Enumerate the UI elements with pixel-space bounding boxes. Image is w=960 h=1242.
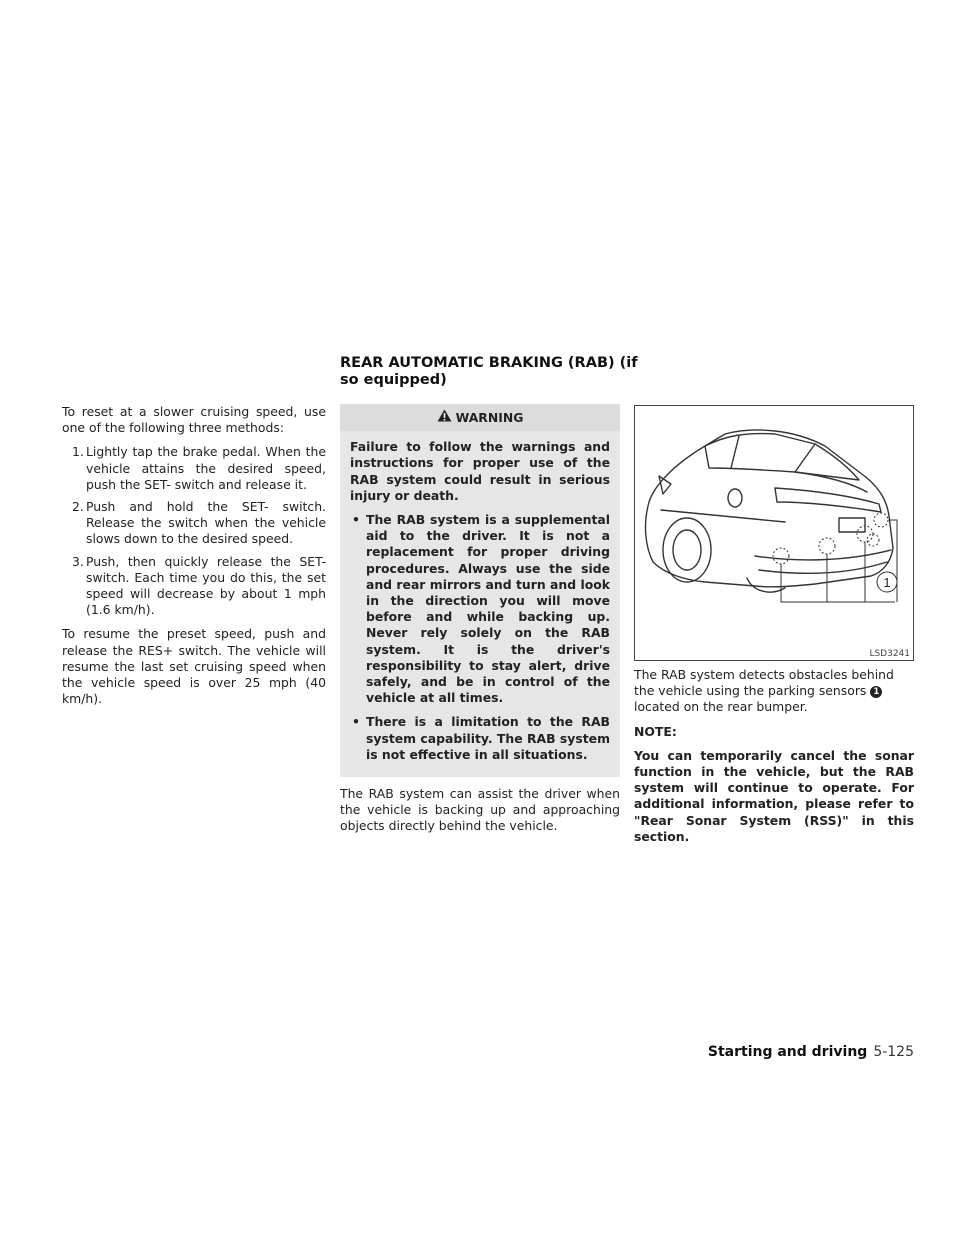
figure-code: LSD3241 [869,649,910,659]
vehicle-figure [634,405,914,661]
warning-intro: Failure to follow the warnings and instructions for proper use of the RAB system could result in serious injury or death. [350,439,610,503]
note-label: NOTE: [634,723,677,739]
warning-bullet: • There is a limitation to the RAB system capability. The RAB system is not effective in all situations. [350,714,610,763]
note-text: You can temporarily cancel the sonar function in the vehicle, but the RAB system will continue to operate. For additional information, please refer to "Rear Sonar System (RSS)" in this section. [634,747,914,844]
rab-description: The RAB system can assist the driver when the vehicle is backing up and approaching objects directly behind the vehicle. [340,786,620,834]
reset-intro: To reset at a slower cruising speed, use one of the following three methods: [62,404,326,436]
warning-box [340,404,620,777]
section-heading: REAR AUTOMATIC BRAKING (RAB) (if so equipped) [340,355,638,388]
rear-sonar-car-illustration [635,406,913,660]
middle-column [340,404,620,843]
page-number: 5-125 [873,1044,914,1060]
step-item: 3. Push, then quickly release the SET- switch. Each time you do this, the set speed will decrease by about 1 mph (1.6 km/h). [72,553,326,618]
warning-header [340,404,620,431]
step-item: 1. Lightly tap the brake pedal. When the vehicle attains the desired speed, push the SET- switch and release it. [72,444,326,492]
warning-title: WARNING [455,409,524,425]
resume-paragraph: To resume the preset speed, push and release the RES+ switch. The vehicle will resume the last set cruising speed when the vehicle speed is over 25 mph (40 km/h). [62,626,326,707]
left-column [62,404,326,715]
callout-marker-icon: 1 [870,686,882,698]
detect-paragraph: The RAB system detects obstacles behind the vehicle using the parking sensors 1 located on the rear bumper. [634,667,894,715]
page-footer [708,1044,914,1060]
right-column [634,405,914,853]
footer-section-title: Starting and driving [707,1044,868,1060]
step-item: 2. Push and hold the SET- switch. Release the switch when the vehicle slows down to the desired speed. [72,499,326,547]
reset-steps [62,444,326,618]
figure-callout-label: 1 [883,575,891,590]
warning-bullets [350,512,610,763]
warning-bullet: • The RAB system is a supplemental aid to the driver. It is not a replacement for proper driving procedures. Always use the side and rear mirrors and turn and look in the direction you will move before and while backing up. Never rely solely on the RAB system. It is the driver's responsibility to stay alert, drive safely, and be in control of the vehicle at all times. [350,512,610,706]
warning-triangle-icon [437,409,452,426]
